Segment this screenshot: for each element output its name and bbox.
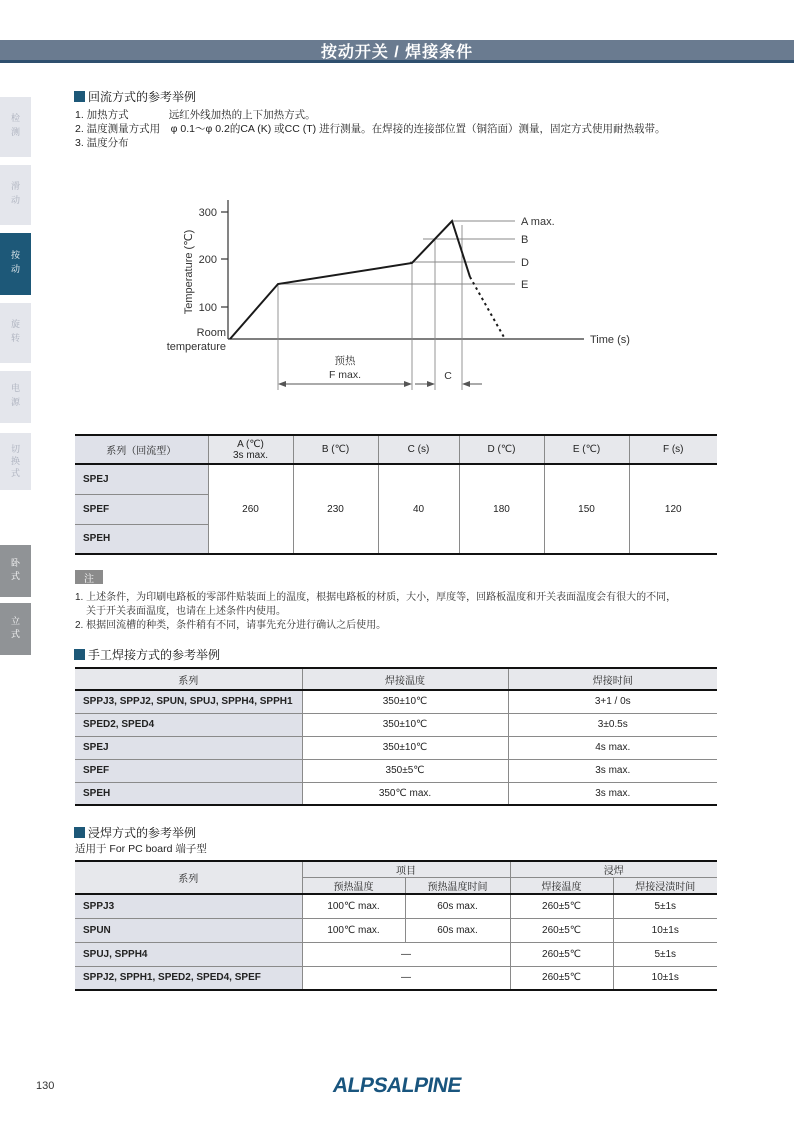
page-header-bar (0, 40, 794, 63)
series-cell: SPUN (75, 918, 302, 942)
solder-temp-cell: 260±5℃ (510, 894, 613, 918)
time-cell: 3+1 / 0s (508, 690, 717, 713)
col-header-preheat-time: 预热温度时间 (405, 878, 510, 895)
sidebar-tab-label: 立式 (10, 616, 20, 642)
col-header-dip-time: 焊接浸渍时间 (613, 878, 717, 895)
sidebar-tab-qiehuanshi[interactable] (0, 433, 31, 490)
time-cell: 4s max. (508, 736, 717, 759)
reflow-item-1 (75, 107, 316, 122)
time-cell: 3±0.5s (508, 713, 717, 736)
note-badge: 注 (75, 570, 103, 584)
temp-cell: 350℃ max. (302, 782, 508, 805)
series-cell: SPEH (75, 524, 208, 554)
section-title-dip-soldering (74, 824, 196, 841)
value-e: 150 (544, 464, 629, 554)
section-marker-icon (74, 649, 85, 660)
reflow-item-1-label: 1. 加热方式 (75, 109, 129, 121)
series-cell: SPPJ3 (75, 894, 302, 918)
col-header-series: 系列 (75, 668, 302, 690)
table-row (75, 894, 717, 918)
section-title-reflow (74, 88, 196, 105)
ref-label-d: D (521, 257, 529, 269)
hand-soldering-table (75, 667, 717, 806)
preheat-time-cell: 60s max. (405, 918, 510, 942)
sidebar-tab-label: 电源 (10, 383, 20, 411)
series-cell: SPEF (75, 494, 208, 524)
temperature-profile-dotted (470, 277, 505, 339)
series-cell: SPUJ, SPPH4 (75, 942, 302, 966)
preheat-temp-cell: 100℃ max. (302, 894, 405, 918)
col-header-a-line2: 3s max. (232, 449, 268, 461)
sidebar-tab-dianyuan[interactable] (0, 371, 31, 423)
ref-label-b: B (521, 234, 529, 246)
table-row (75, 736, 717, 759)
section-title-hand-soldering (74, 646, 220, 663)
preheat-merged-cell: — (302, 966, 510, 990)
x-axis-label: Time (s) (590, 334, 630, 346)
value-d: 180 (459, 464, 544, 554)
reflow-item-3: 3. 温度分布 (75, 137, 129, 149)
note-line-3: 2. 根据回流槽的种类，条件稍有不同，请事先充分进行确认之后使用。 (75, 620, 387, 631)
dip-time-cell: 5±1s (613, 894, 717, 918)
reflow-item-1-text: 远红外线加热的上下加热方式。 (168, 109, 316, 121)
section-title-text: 回流方式的参考举例 (88, 90, 197, 104)
table-row (75, 464, 717, 494)
col-header-d: D (℃) (459, 435, 544, 464)
origin-label-room: Room (196, 327, 226, 339)
col-header-series: 系列 (75, 861, 302, 894)
note-line-2: 关于开关表面温度，也请在上述条件内使用。 (86, 606, 286, 617)
ytick-300: 300 (198, 207, 217, 219)
preheat-label: 预热 (334, 355, 356, 367)
temp-cell: 350±10℃ (302, 713, 508, 736)
table-row (75, 918, 717, 942)
temp-cell: 350±10℃ (302, 690, 508, 713)
table-row (75, 759, 717, 782)
ytick-200: 200 (198, 254, 217, 266)
col-header-series: 系列（回流型） (75, 435, 208, 464)
value-a: 260 (208, 464, 293, 554)
ytick-100: 100 (198, 302, 217, 314)
sidebar-tab-xuanzhuan[interactable] (0, 303, 31, 363)
col-header-c: C (s) (378, 435, 459, 464)
series-cell: SPPJ2, SPPH1, SPED2, SPED4, SPEF (75, 966, 302, 990)
sidebar-tab-label: 检测 (10, 113, 20, 141)
temp-cell: 350±10℃ (302, 736, 508, 759)
ref-label-e: E (521, 279, 529, 291)
table-row (75, 942, 717, 966)
solder-temp-cell: 260±5℃ (510, 966, 613, 990)
col-header-a (208, 435, 293, 464)
col-header-solder-time: 焊接时间 (508, 668, 717, 690)
time-cell: 3s max. (508, 759, 717, 782)
y-axis-label: Temperature (℃) (183, 229, 195, 315)
sidebar-tab-label: 卧式 (10, 558, 20, 584)
series-cell: SPEF (75, 759, 302, 782)
series-cell: SPEH (75, 782, 302, 805)
value-c: 40 (378, 464, 459, 554)
page-title: 按动开关 / 焊接条件 (320, 43, 474, 61)
footer-logo-wrap (0, 1074, 794, 1098)
group-header-dip: 浸焊 (510, 861, 717, 878)
dip-time-cell: 5±1s (613, 942, 717, 966)
section-title-text: 浸焊方式的参考举例 (88, 826, 197, 840)
preheat-merged-cell: — (302, 942, 510, 966)
col-header-f: F (s) (629, 435, 717, 464)
c-label: C (444, 370, 452, 382)
dip-time-cell: 10±1s (613, 966, 717, 990)
dip-subtitle: 适用于 For PC board 端子型 (75, 843, 207, 855)
page-number: 130 (36, 1080, 55, 1092)
solder-temp-cell: 260±5℃ (510, 942, 613, 966)
col-header-b: B (℃) (293, 435, 378, 464)
preheat-temp-cell: 100℃ max. (302, 918, 405, 942)
sidebar-tab-woshi[interactable] (0, 545, 31, 597)
col-header-preheat-temp: 预热温度 (302, 878, 405, 895)
sidebar-tab-huadong[interactable] (0, 165, 31, 225)
ref-label-a: A max. (521, 216, 555, 228)
value-f: 120 (629, 464, 717, 554)
sidebar-tab-jiance[interactable] (0, 97, 31, 157)
dip-time-cell: 10±1s (613, 918, 717, 942)
time-cell: 3s max. (508, 782, 717, 805)
reflow-item-2: 2. 温度测量方式用 φ 0.1～φ 0.2的CA (K) 或CC (T) 进行测量。在焊接的连接部位置（铜箔面）测量，固定方式使用耐热载带。 (75, 123, 666, 135)
series-cell: SPEJ (75, 464, 208, 494)
temperature-profile-line (230, 221, 470, 339)
series-cell: SPPJ3, SPPJ2, SPUN, SPUJ, SPPH4, SPPH1 (75, 690, 302, 713)
section-marker-icon (74, 91, 85, 102)
origin-label-temperature: temperature (166, 341, 226, 353)
table-row (75, 690, 717, 713)
group-header-items: 项目 (302, 861, 510, 878)
series-cell: SPEJ (75, 736, 302, 759)
col-header-solder-temp: 焊接温度 (302, 668, 508, 690)
table-row (75, 782, 717, 805)
sidebar-tab-label: 按动 (10, 250, 20, 278)
table-row (75, 966, 717, 990)
note-line-1: 1. 上述条件，为印刷电路板的零部件贴装面上的温度，根据电路板的材质，大小，厚度等，回路板温度和开关表面温度会有很大的不同， (75, 592, 677, 603)
col-header-solder-temp: 焊接温度 (510, 878, 613, 895)
sidebar-tab-label: 滑动 (10, 181, 20, 209)
col-header-e: E (℃) (544, 435, 629, 464)
alps-alpine-logo: ALPSALPINE (331, 1074, 464, 1097)
value-b: 230 (293, 464, 378, 554)
f-max-label: F max. (328, 369, 362, 381)
reflow-temperature-chart (110, 192, 750, 404)
section-title-text: 手工焊接方式的参考举例 (88, 648, 221, 662)
reflow-conditions-table (75, 434, 717, 555)
temp-cell: 350±5℃ (302, 759, 508, 782)
sidebar-tab-label: 切换式 (10, 443, 20, 480)
series-cell: SPED2, SPED4 (75, 713, 302, 736)
sidebar-tab-label: 旋转 (10, 319, 20, 347)
sidebar-tab-lishi[interactable] (0, 603, 31, 655)
dip-soldering-table (75, 860, 717, 991)
section-marker-icon (74, 827, 85, 838)
solder-temp-cell: 260±5℃ (510, 918, 613, 942)
preheat-time-cell: 60s max. (405, 894, 510, 918)
sidebar-tab-andong-active[interactable] (0, 233, 31, 295)
col-header-a-line1: A (℃) (237, 438, 264, 450)
table-row (75, 713, 717, 736)
